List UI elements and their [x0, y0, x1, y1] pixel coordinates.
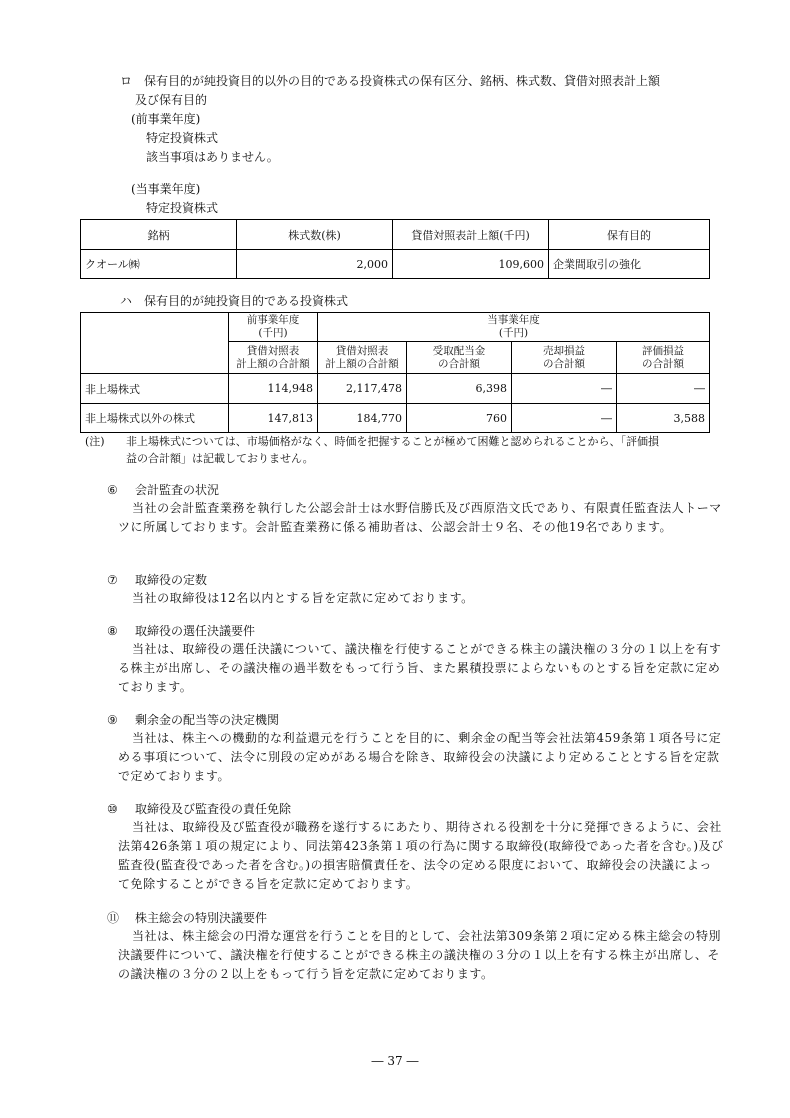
row-label: 非上場株式以外の株式	[81, 404, 229, 433]
col-header-amount: 貸借対照表計上額(千円)	[393, 220, 549, 250]
section-ro-heading-line2: 及び保有目的	[135, 93, 208, 107]
table-row	[81, 250, 710, 279]
cell-shares: 2,000	[237, 250, 393, 279]
cell-name: クオール㈱	[81, 250, 237, 279]
sub-header-l2: の合計額	[543, 357, 585, 370]
item-7-title: 取締役の定数	[135, 573, 208, 587]
cell-value: 6,398	[407, 374, 512, 404]
item-9-body: 当社は、株主への機動的な利益還元を行うことを目的に、剰余金の配当等会社法第459条第１項各号に定める事項について、法令に別段の定めがある場合を除き、取締役会の決議により定めることとする旨を定款で定めております。	[118, 731, 722, 783]
sub-header-l1: 貸借対照表	[335, 344, 389, 357]
prev-category: 特定投資株式	[146, 131, 219, 145]
sub-header	[407, 342, 512, 374]
sub-header-l2: 計上額の合計額	[325, 357, 399, 370]
cell-value: 760	[407, 404, 512, 433]
note-line1: 非上場株式については、市場価格がなく、時価を把握することが極めて困難と認められることから、「評価損	[126, 435, 660, 448]
section-ha-heading: ハ 保有目的が純投資目的である投資株式	[120, 294, 349, 308]
item-6-number: ⑥	[107, 483, 118, 497]
cell-value: 147,813	[229, 404, 318, 433]
cell-amount: 109,600	[393, 250, 549, 279]
cell-value: 2,117,478	[318, 374, 407, 404]
cell-purpose: 企業間取引の強化	[549, 250, 710, 279]
item-10-body: 当社は、取締役及び監査役が職務を遂行するにあたり、期待される役割を十分に発揮できるように、会社法第426条第１項の規定により、同法第423条第１項の行為に関する取締役(取締役であった者を含む。)及び監査役(監査役であった者を含む。)の損害賠償責任を、法令の定める限度において、取締役会の決議によって免除することができる旨を定款に定めております。	[118, 820, 724, 891]
sub-header	[229, 342, 318, 374]
table-row	[81, 404, 710, 433]
sub-header	[512, 342, 617, 374]
note-line2: 益の合計額」は記載しておりません。	[126, 452, 314, 465]
cell-value: 184,770	[318, 404, 407, 433]
item-8-number: ⑧	[107, 624, 118, 638]
cell-value: ―	[512, 374, 617, 404]
corner-cell	[81, 313, 229, 374]
item-11-body: 当社は、株主総会の円滑な運営を行うことを目的として、会社法第309条第２項に定める株主総会の特別決議要件について、議決権を行使することができる株主の議決権の３分の１以上を有する株主が出席し、その議決権の３分の２以上をもって行う旨を定款に定めております。	[118, 929, 722, 981]
sub-header	[617, 342, 710, 374]
sub-header-l1: 売却損益	[543, 344, 585, 357]
prev-year-label: (前事業年度)	[131, 112, 201, 126]
item-8-title: 取締役の選任決議要件	[135, 624, 256, 638]
investment-stock-table	[80, 312, 710, 433]
item-6-body: 当社の会計監査業務を執行した公認会計士は水野信勝氏及び西原浩文氏であり、有限責任監査法人トーマツに所属しております。会計監査業務に係る補助者は、公認会計士９名、その他19名であります。	[118, 501, 722, 534]
curr-year-header-l1: 当事業年度	[487, 314, 540, 326]
cell-value: 114,948	[229, 374, 318, 404]
prev-year-header	[229, 313, 318, 342]
row-label: 非上場株式	[81, 374, 229, 404]
sub-header-l2: の合計額	[438, 357, 480, 370]
page-number: ― 37 ―	[371, 1054, 419, 1068]
prev-year-header-l1: 前事業年度	[246, 314, 300, 326]
item-10-title: 取締役及び監査役の責任免除	[135, 802, 292, 816]
col-header-purpose: 保有目的	[549, 220, 710, 250]
item-9-title: 剰余金の配当等の決定機関	[135, 713, 280, 727]
sub-header-l1: 評価損益	[642, 344, 684, 357]
curr-year-label: (当事業年度)	[131, 182, 201, 196]
item-10-number: ⑩	[107, 802, 118, 816]
item-11-title: 株主総会の特別決議要件	[135, 911, 268, 925]
sub-header-l1: 受取配当金	[432, 344, 486, 357]
item-7-body: 当社の取締役は12名以内とする旨を定款に定めております。	[132, 591, 474, 605]
sub-header-l2: の合計額	[642, 357, 684, 370]
sub-header	[318, 342, 407, 374]
sub-header-l1: 貸借対照表	[246, 344, 300, 357]
cell-value: ―	[512, 404, 617, 433]
curr-year-header-l2: (千円)	[498, 327, 529, 339]
item-7-number: ⑦	[107, 573, 118, 587]
item-9-number: ⑨	[107, 713, 118, 727]
col-header-name: 銘柄	[81, 220, 237, 250]
cell-value: 3,588	[617, 404, 710, 433]
curr-year-header	[318, 313, 710, 342]
curr-category: 特定投資株式	[146, 201, 219, 215]
table-row	[81, 374, 710, 404]
prev-none-text: 該当事項はありません。	[146, 150, 279, 164]
sub-header-l2: 計上額の合計額	[236, 357, 310, 370]
cell-value: ―	[617, 374, 710, 404]
prev-year-header-l2: (千円)	[258, 327, 288, 339]
note-prefix: (注)	[85, 435, 105, 448]
col-header-shares: 株式数(株)	[237, 220, 393, 250]
item-11-number: ⑪	[107, 911, 120, 925]
specific-stock-table	[80, 219, 710, 279]
item-8-body: 当社は、取締役の選任決議について、議決権を行使することができる株主の議決権の３分の１以上を有する株主が出席し、その議決権の過半数をもって行う旨、また累積投票によらないものとする旨を定款に定めております。	[118, 642, 722, 694]
item-6-title: 会計監査の状況	[135, 483, 220, 497]
section-ro-heading-line1: ロ 保有目的が純投資目的以外の目的である投資株式の保有区分、銘柄、株式数、貸借対照表計上額	[120, 74, 661, 88]
